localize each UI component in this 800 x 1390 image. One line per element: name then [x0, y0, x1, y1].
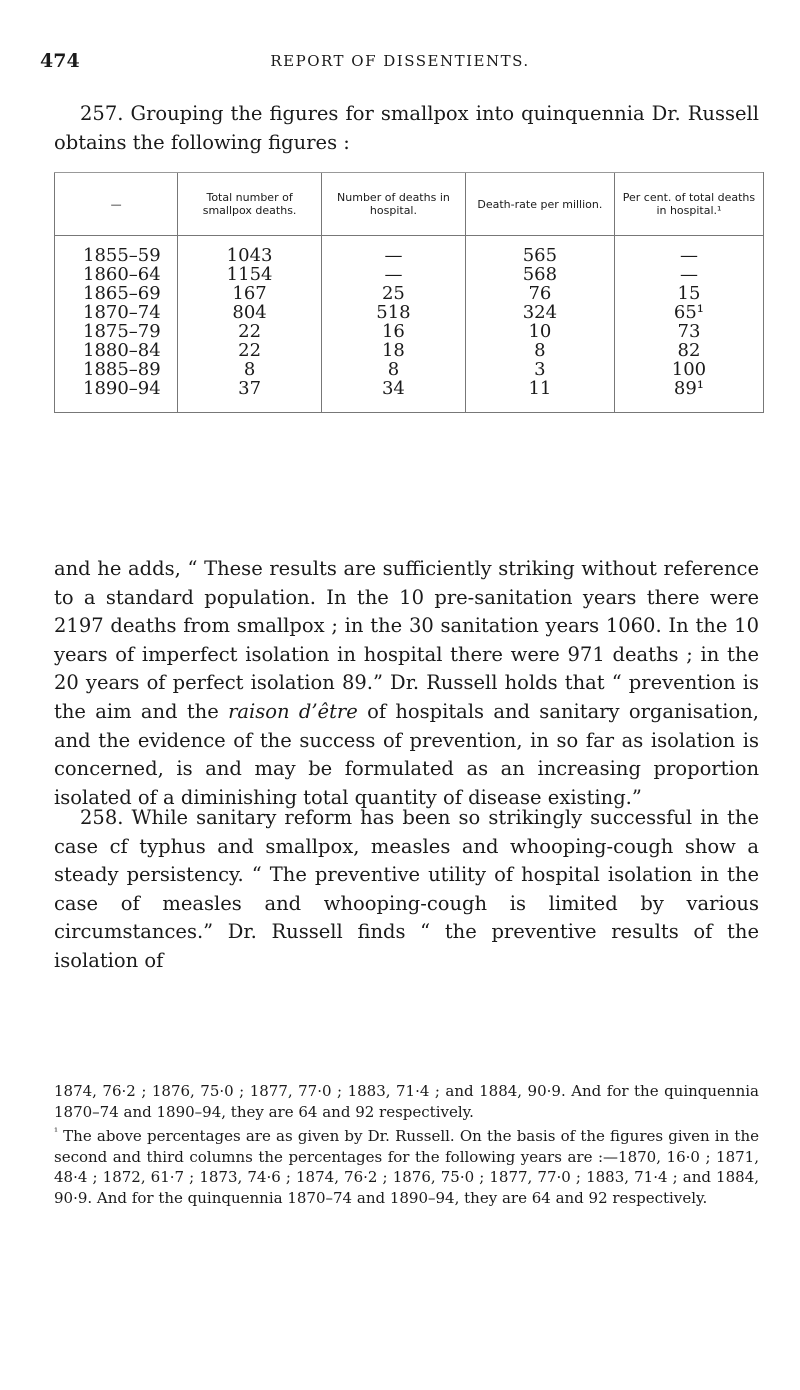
cell-hospital: 34 — [322, 379, 466, 413]
table-row — [55, 303, 764, 322]
cell-percent: — — [614, 265, 763, 284]
table-row — [55, 379, 764, 413]
cell-percent: 100 — [614, 360, 763, 379]
continued-footnote-line: 1874, 76·2 ; 1876, 75·0 ; 1877, 77·0 ; 1883, 71·4 ; and 1884, 90·9. And for the quinquennia 1870–74 and 1890–94, they are 64 and 92 respectively. — [54, 1082, 759, 1121]
cell-period: 1880–84 — [55, 341, 178, 360]
footnote-text: The above percentages are as given by Dr. Russell. On the basis of the figures given in the second and third columns the percentages for the following years are :—1870, 16·0 ; 1871, 48·4 ; 1872, 61·7 ; 1873, 74·6 ; 1874, 76·2 ; 1876, 75·0 ; 1877, 77·0 ; 1883, 71·4 ; and 1884, 90·9. And for the quinquennia 1870–74 and 1890–94, they are 64 and 92 respectively. — [54, 1127, 759, 1207]
italic-phrase: raison d’être — [228, 699, 358, 723]
cell-total: 1154 — [178, 265, 322, 284]
paragraph-257-intro — [54, 100, 759, 157]
column-header-percent: Per cent. of total deaths in hospital.¹ — [614, 173, 763, 236]
paragraph-257-continued — [54, 555, 759, 812]
footnote — [54, 1123, 759, 1208]
cell-hospital: — — [322, 265, 466, 284]
cell-rate: 10 — [465, 322, 614, 341]
table-row — [55, 360, 764, 379]
cell-rate: 565 — [465, 236, 614, 266]
cell-rate: 8 — [465, 341, 614, 360]
cell-rate: 324 — [465, 303, 614, 322]
page-number: 474 — [40, 50, 80, 72]
column-header-hospital: Number of deaths in hospital. — [322, 173, 466, 236]
cell-percent: 15 — [614, 284, 763, 303]
paragraph-258-text: 258. While sanitary reform has been so strikingly successful in the case cf typhus and smallpox, measles and whooping-cough show a steady persistency. “ The preventive utility of hospital isolation in the case of measles and whooping-cough is limited by various circumstances.” Dr. Russell finds “ the preventive results of the isolation of — [54, 806, 759, 972]
cell-percent: 73 — [614, 322, 763, 341]
quote-text-2: of hospitals and sanitary organisation, and the evidence of the success of prevention, in so far as isolation is concerned, is and may be formulated as an increasing proportion isolated of a diminishing total quantity of disease existing.” — [54, 699, 760, 809]
column-header-period: — — [55, 173, 178, 236]
column-header-rate: Death-rate per million. — [465, 173, 614, 236]
cell-total: 8 — [178, 360, 322, 379]
cell-percent: 82 — [614, 341, 763, 360]
table-row — [55, 236, 764, 266]
paragraph-258 — [54, 804, 759, 976]
table-row — [55, 284, 764, 303]
table-row — [55, 322, 764, 341]
cell-percent: 89¹ — [614, 379, 763, 413]
page-header — [40, 50, 760, 80]
cell-hospital: — — [322, 236, 466, 266]
cell-hospital: 8 — [322, 360, 466, 379]
cell-period: 1870–74 — [55, 303, 178, 322]
cell-rate: 3 — [465, 360, 614, 379]
cell-hospital: 518 — [322, 303, 466, 322]
cell-total: 22 — [178, 341, 322, 360]
cell-rate: 76 — [465, 284, 614, 303]
quote-text-1: and he adds, “ These results are sufficiently striking without reference to a standard population. In the 10 pre-sanitation years there were 2197 deaths from smallpox ; in the 30 sanitation years 1060. In the 10 years of imperfect isolation in hospital there were 971 deaths ; in the 20 years of perfect isolation 89.” Dr. Russell holds that “ prevention is the aim and the — [54, 557, 759, 723]
table-row — [55, 265, 764, 284]
cell-percent: — — [614, 236, 763, 266]
cell-total: 22 — [178, 322, 322, 341]
cell-period: 1855–59 — [55, 236, 178, 266]
cell-hospital: 25 — [322, 284, 466, 303]
footnote-marker: ¹ — [54, 1127, 59, 1138]
cell-rate: 568 — [465, 265, 614, 284]
smallpox-quinquennia-table — [54, 172, 764, 413]
cell-total: 37 — [178, 379, 322, 413]
cell-total: 167 — [178, 284, 322, 303]
cell-period: 1875–79 — [55, 322, 178, 341]
cell-percent: 65¹ — [614, 303, 763, 322]
cell-rate: 11 — [465, 379, 614, 413]
cell-total: 1043 — [178, 236, 322, 266]
cell-period: 1885–89 — [55, 360, 178, 379]
cell-total: 804 — [178, 303, 322, 322]
column-header-total: Total number of smallpox deaths. — [178, 173, 322, 236]
table-header-row — [55, 173, 764, 236]
paragraph-257-text: 257. Grouping the figures for smallpox into quinquennia Dr. Russell obtains the following figures : — [54, 102, 759, 154]
table-row — [55, 341, 764, 360]
cell-hospital: 16 — [322, 322, 466, 341]
running-title: REPORT OF DISSENTIENTS. — [270, 52, 530, 70]
cell-period: 1860–64 — [55, 265, 178, 284]
cell-period: 1890–94 — [55, 379, 178, 413]
cell-hospital: 18 — [322, 341, 466, 360]
cell-period: 1865–69 — [55, 284, 178, 303]
